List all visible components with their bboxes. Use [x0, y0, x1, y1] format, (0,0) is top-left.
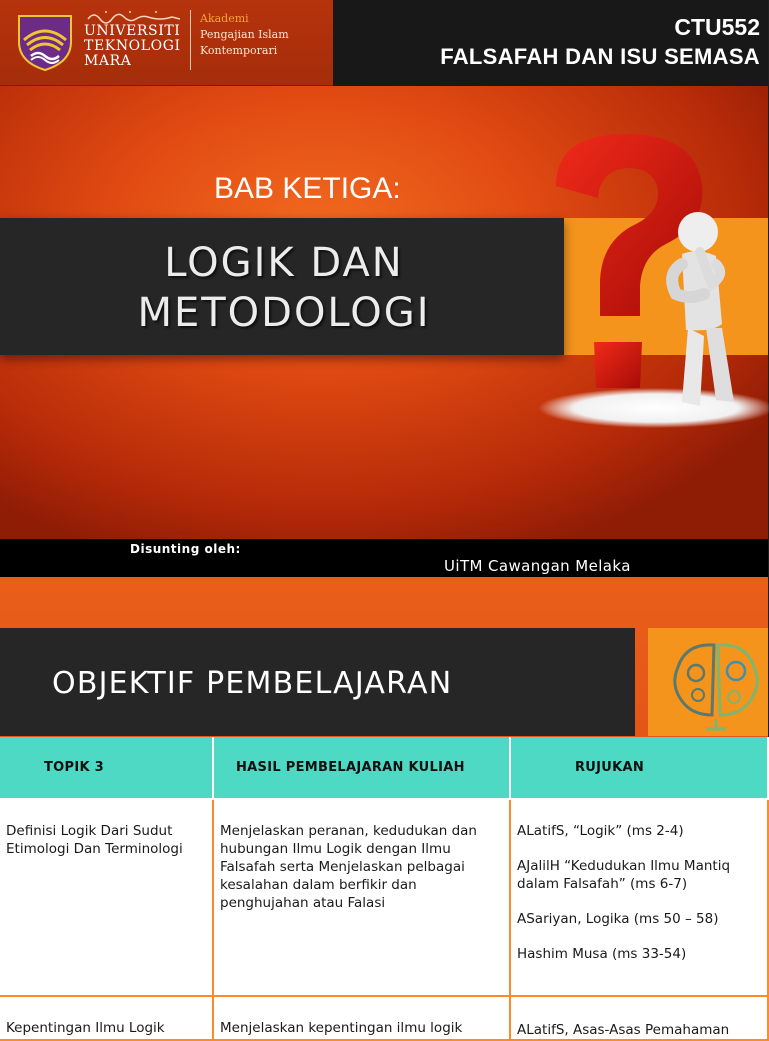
academy-name-line1: Akademi	[200, 12, 249, 25]
objectives-table	[0, 737, 769, 1041]
course-code: CTU552	[674, 14, 760, 40]
reference-item: ALatifS, Asas-Asas Pemahaman	[517, 1022, 730, 1038]
reference-item: AJalilH “Kedudukan Ilmu Mantiq dalam Falsafah” (ms 6-7)	[517, 858, 731, 892]
chapter-label: BAB KETIGA:	[214, 172, 401, 205]
course-name: FALSAFAH DAN ISU SEMASA	[440, 44, 760, 69]
credit-band	[0, 539, 768, 577]
jawi-script-icon	[86, 9, 182, 23]
brain-gears-icon	[666, 635, 766, 735]
topic-cell: Kepentingan Ilmu Logik	[0, 996, 213, 1040]
university-logo	[0, 0, 333, 86]
credit-label: Disunting oleh:	[130, 542, 241, 556]
credit-value: UiTM Cawangan Melaka	[444, 557, 631, 575]
question-mark-figure-icon	[516, 124, 768, 444]
references-cell	[510, 996, 768, 1040]
table-row	[0, 996, 768, 1040]
topic-cell: Definisi Logik Dari Sudut Etimologi Dan Terminologi	[0, 799, 213, 996]
table-header-row	[0, 737, 768, 799]
references-cell	[510, 799, 768, 996]
academy-name-line2: Pengajian Islam	[200, 28, 289, 41]
academy-name-line3: Kontemporari	[200, 44, 278, 57]
slide-title-line2: METODOLOGI	[137, 290, 431, 336]
university-name	[84, 24, 188, 69]
outcome-cell: Menjelaskan peranan, kedudukan dan hubungan Ilmu Logik dengan Ilmu Falsafah serta Menjelaskan pelbagai kesalahan dalam berfikir dan penghujahan atau Falasi	[213, 799, 510, 996]
university-name-line1: UNIVERSITI	[84, 23, 181, 39]
reference-item: Hashim Musa (ms 33-54)	[517, 946, 687, 962]
objectives-heading-band	[0, 628, 635, 736]
slide-title	[0, 238, 568, 338]
slide-title-line1: LOGIK DAN	[164, 240, 404, 286]
column-header-outcome: HASIL PEMBELAJARAN KULIAH	[213, 737, 510, 799]
university-name-line3: MARA	[84, 53, 132, 69]
academy-name	[200, 11, 289, 59]
table-row	[0, 799, 768, 996]
uitm-crest-icon	[16, 12, 74, 72]
title-band	[0, 218, 564, 355]
reference-item: ALatifS, “Logik” (ms 2-4)	[517, 823, 684, 839]
objectives-heading: OBJEKTIF PEMBELAJARAN	[52, 666, 453, 701]
reference-item: ASariyan, Logika (ms 50 – 58)	[517, 911, 719, 927]
course-header	[333, 0, 768, 86]
column-header-references: RUJUKAN	[510, 737, 768, 799]
objectives-slide	[0, 577, 768, 1038]
university-name-line2: TEKNOLOGI	[84, 38, 181, 54]
outcome-cell: Menjelaskan kepentingan ilmu logik	[213, 996, 510, 1040]
logo-divider	[190, 10, 191, 70]
column-header-topic: TOPIK 3	[0, 737, 213, 799]
